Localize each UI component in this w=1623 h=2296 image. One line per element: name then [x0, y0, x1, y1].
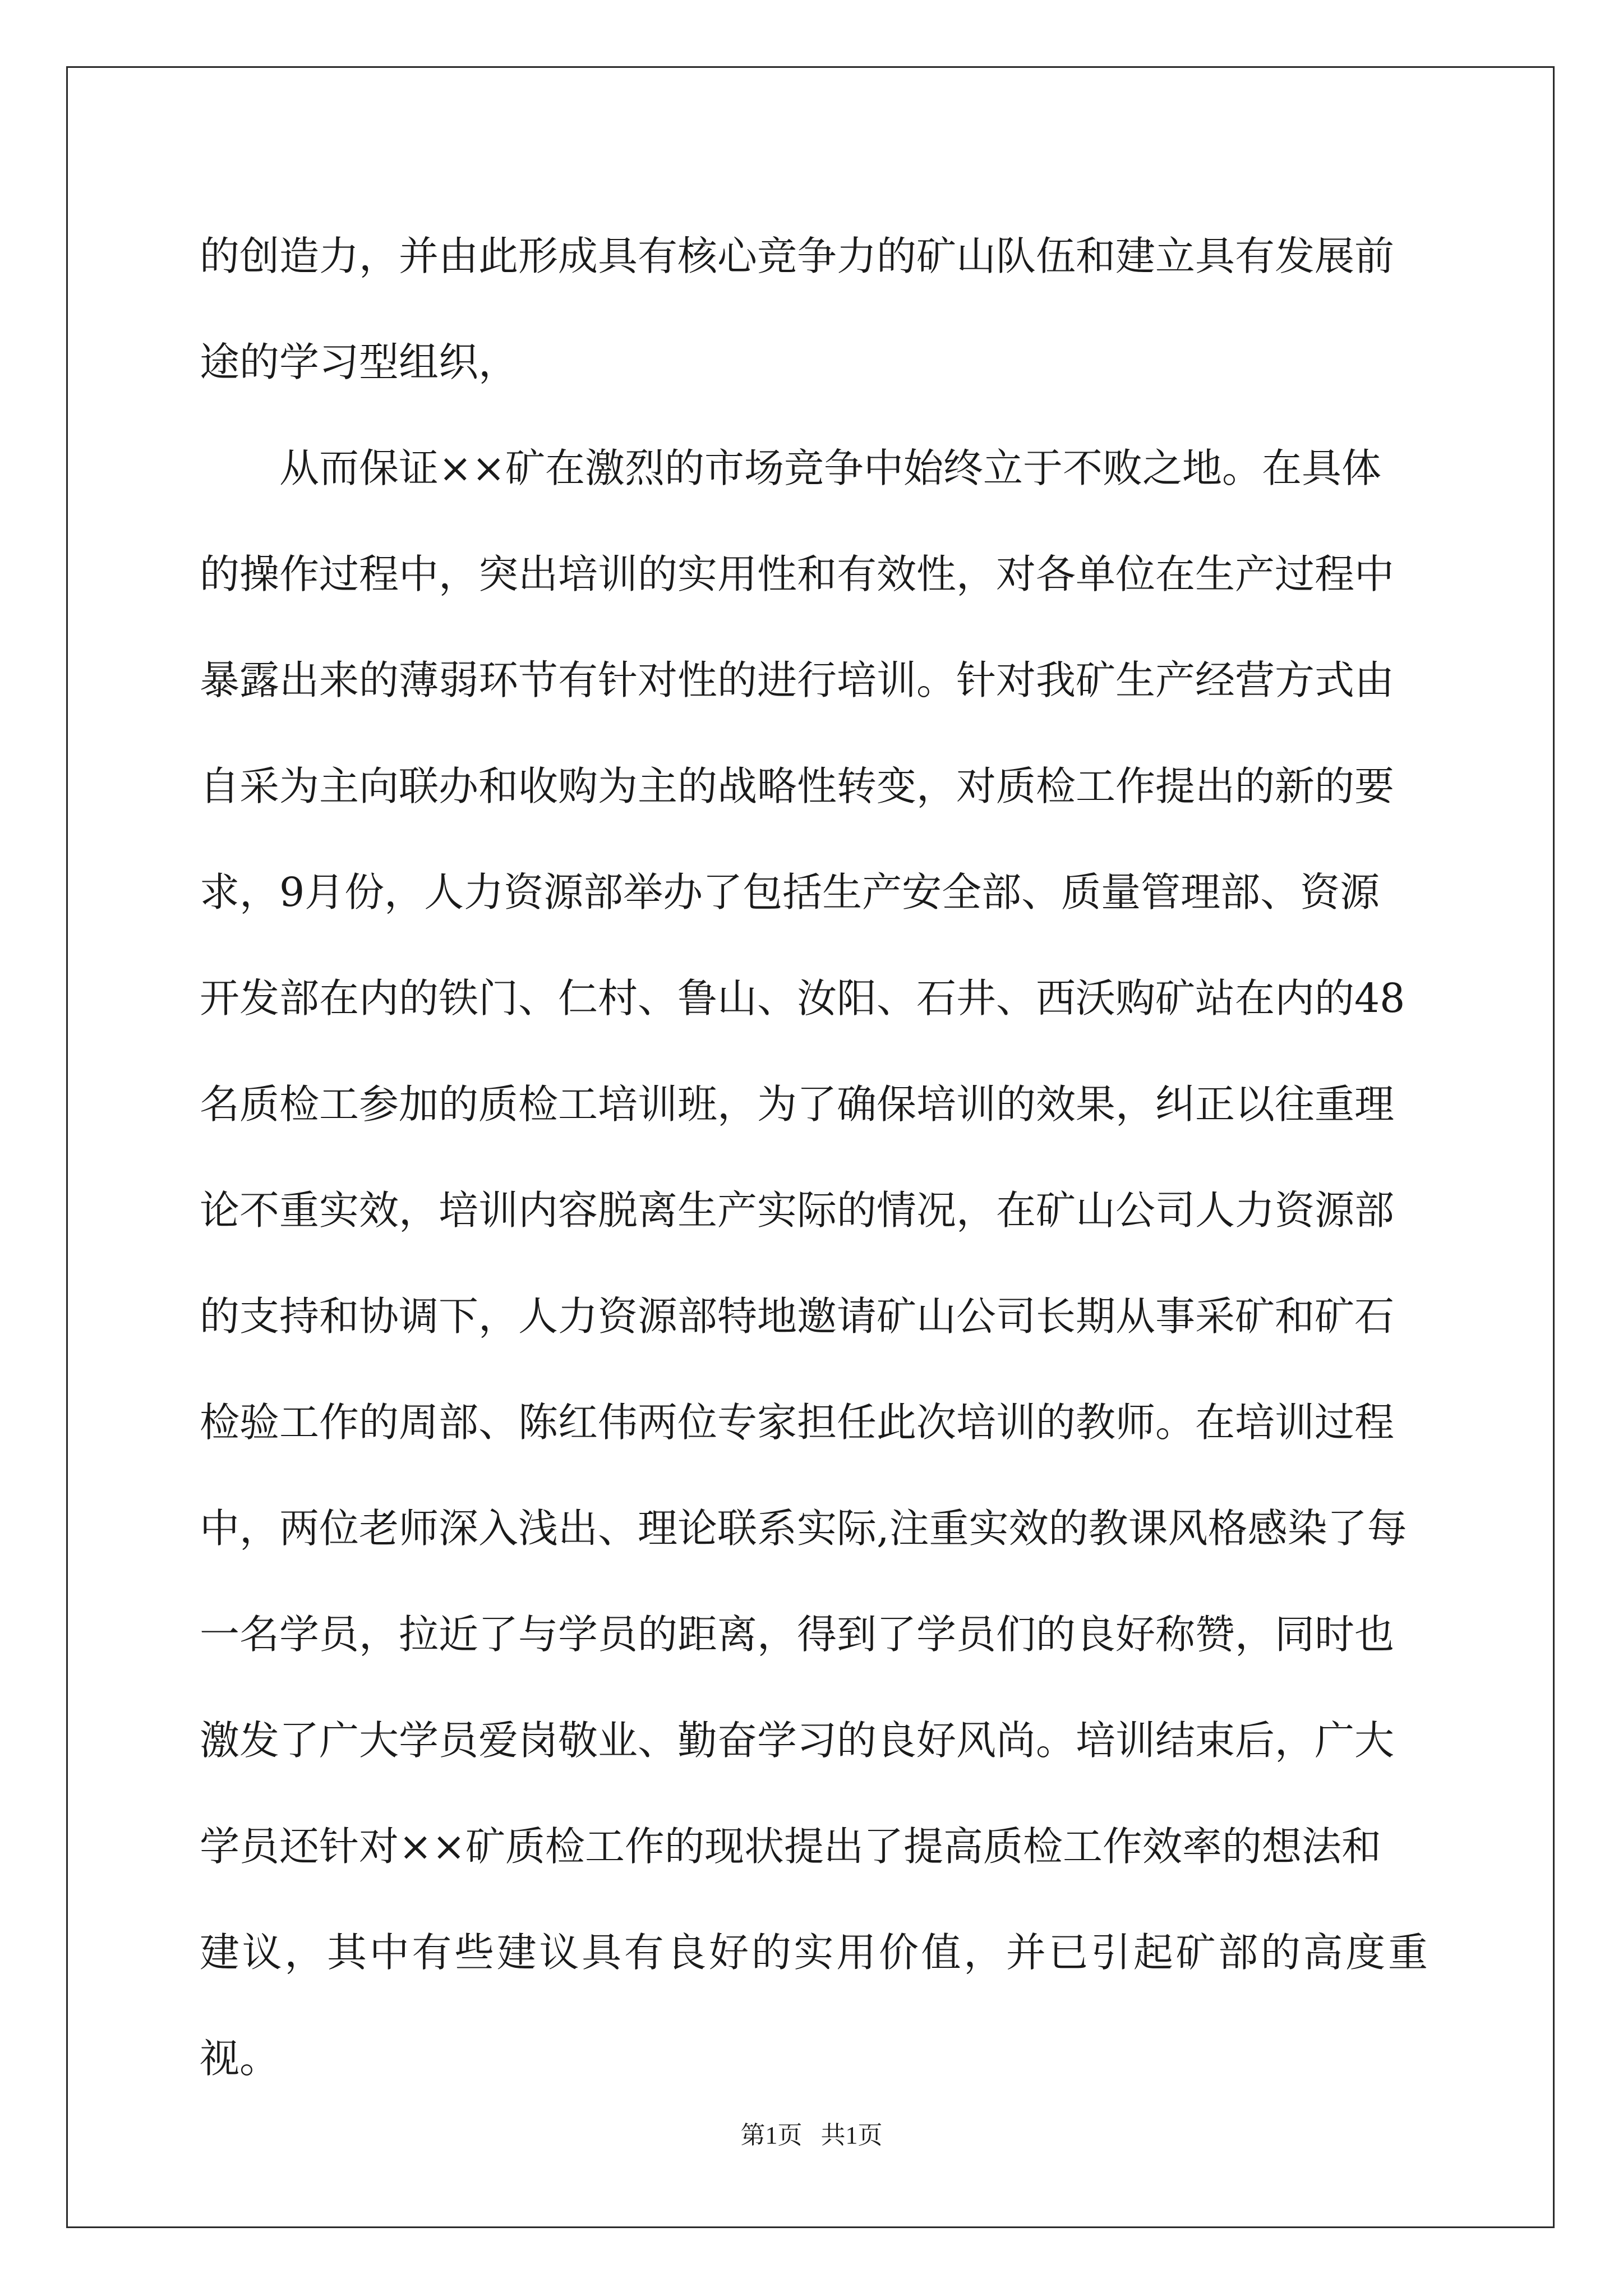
paragraph-2	[200, 415, 1428, 2111]
text-line: 的支持和协调下，人力资源部特地邀请矿山公司长期从事采矿和矿石	[200, 1293, 1395, 1340]
text-line: 名质检工参加的质检工培训班，为了确保培训的效果，纠正以往重理	[200, 1081, 1395, 1128]
text-line: 建议，其中有些建议具有良好的实用价值，并已引起矿部的高度重视。	[200, 1929, 1428, 2082]
text-line: 论不重实效，培训内容脱离生产实际的情况，在矿山公司人力资源部	[200, 1187, 1395, 1234]
paragraph-1	[200, 203, 1428, 415]
text-line: 中，两位老师深入浅出、理论联系实际,注重实效的教课风格感染了每	[200, 1505, 1407, 1552]
text-line: 的创造力，并由此形成具有核心竞争力的矿山队伍和建立具有发展前	[200, 233, 1395, 279]
text-line: 的操作过程中，突出培训的实用性和有效性，对各单位在生产过程中	[200, 551, 1395, 597]
text-line: 激发了广大学员爱岗敬业、勤奋学习的良好风尚。培训结束后，广大	[200, 1717, 1395, 1764]
text-line: 途的学习型组织，	[200, 339, 519, 385]
text-line: 自采为主向联办和收购为主的战略性转变，对质检工作提出的新的要	[200, 763, 1395, 809]
text-line: 暴露出来的薄弱环节有针对性的进行培训。针对我矿生产经营方式由	[200, 657, 1395, 703]
text-line: 学员还针对××矿质检工作的现状提出了提高质检工作效率的想法和	[200, 1823, 1381, 1870]
text-line: 求，9月份，人力资源部举办了包括生产安全部、质量管理部、资源	[200, 869, 1380, 915]
document-body	[200, 203, 1428, 2111]
text-line: 检验工作的周部、陈红伟两位专家担任此次培训的教师。在培训过程	[200, 1399, 1395, 1446]
text-line: 开发部在内的铁门、仁村、鲁山、汝阳、石井、西沃购矿站在内的48	[200, 975, 1405, 1022]
text-line: 一名学员，拉近了与学员的距离，得到了学员们的良好称赞，同时也	[200, 1611, 1395, 1658]
text-line: 从而保证××矿在激烈的市场竞争中始终立于不败之地。在具体	[279, 445, 1381, 491]
page-footer: 第1页 共1页	[740, 2122, 883, 2149]
